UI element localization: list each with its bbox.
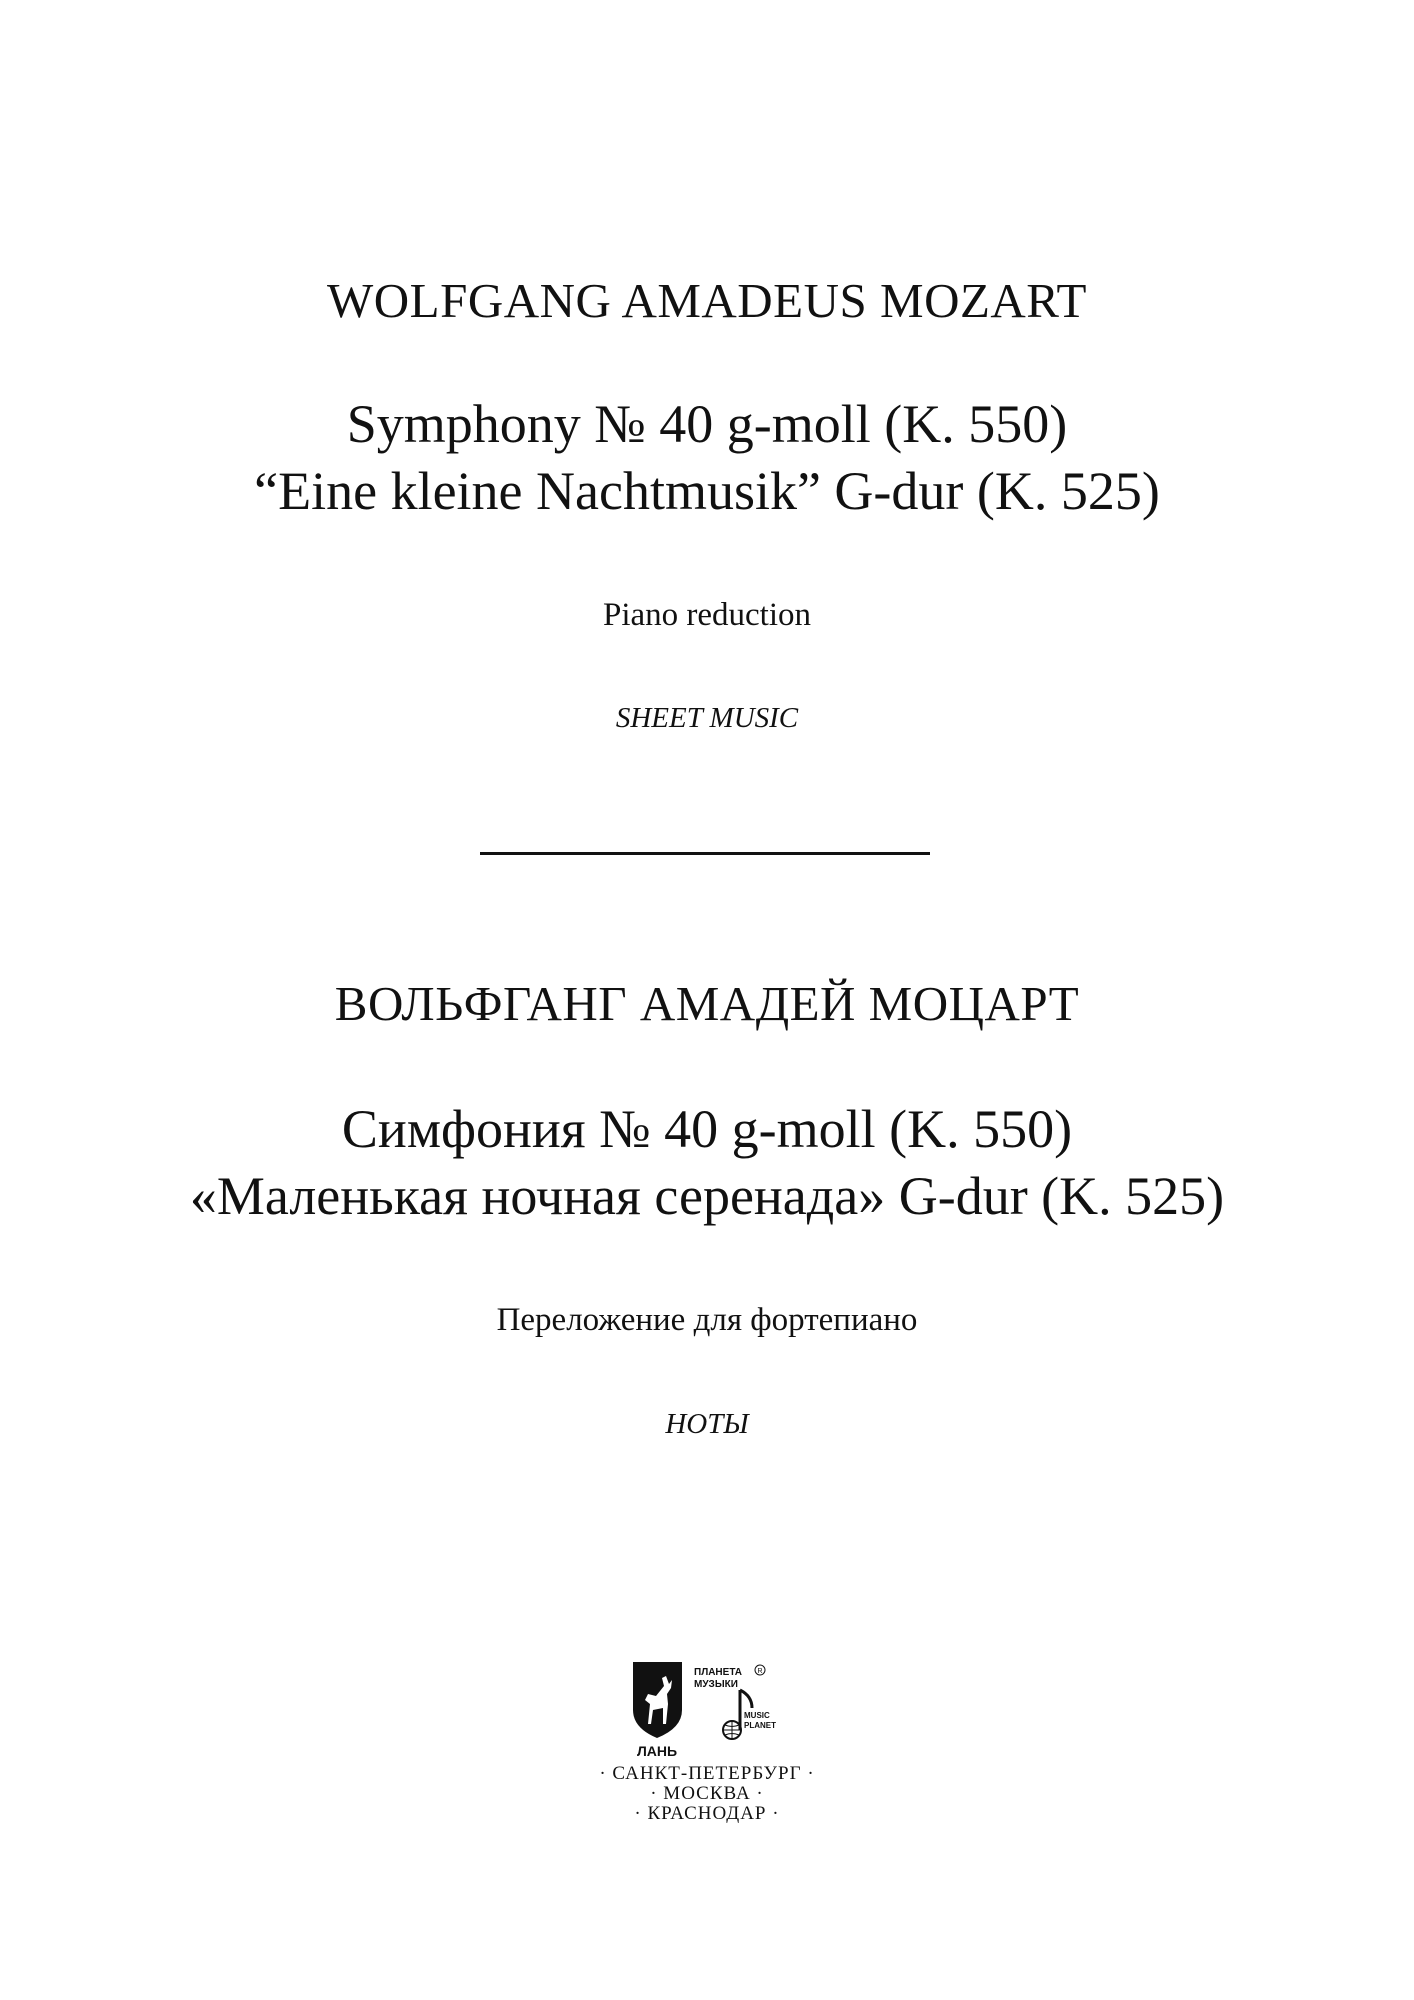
svg-text:МУЗЫКИ: МУЗЫКИ bbox=[694, 1679, 738, 1690]
russian-title-line1: Симфония № 40 g-moll (K. 550) bbox=[341, 1099, 1073, 1159]
lan-publisher-logo bbox=[630, 1660, 685, 1758]
svg-text:ПЛАНЕТА: ПЛАНЕТА bbox=[694, 1667, 743, 1678]
svg-text:R: R bbox=[757, 1668, 763, 1675]
english-composer: WOLFGANG AMADEUS MOZART bbox=[327, 273, 1087, 328]
russian-genre: НОТЫ bbox=[665, 1408, 749, 1440]
divider-rule bbox=[480, 852, 930, 855]
svg-text:ЛАНЬ: ЛАНЬ bbox=[636, 1743, 678, 1758]
russian-composer: ВОЛЬФГАНГ АМАДЕЙ МОЦАРТ bbox=[334, 976, 1080, 1031]
svg-text:MUSIC: MUSIC bbox=[744, 1711, 770, 1720]
music-planet-logo bbox=[680, 1660, 780, 1750]
publisher-city-3: · КРАСНОДАР · bbox=[634, 1803, 780, 1824]
publisher-city-1: · САНКТ-ПЕТЕРБУРГ · bbox=[599, 1763, 815, 1784]
russian-arrangement: Переложение для фортепиано bbox=[496, 1302, 918, 1338]
svg-text:PLANET: PLANET bbox=[744, 1721, 776, 1730]
publisher-logos bbox=[630, 1660, 780, 1760]
english-arrangement: Piano reduction bbox=[602, 597, 812, 633]
publisher-city-2: · МОСКВА · bbox=[650, 1783, 764, 1804]
russian-title-line2: «Маленькая ночная серенада» G-dur (K. 525) bbox=[189, 1166, 1225, 1226]
english-title-line1: Symphony № 40 g-moll (K. 550) bbox=[346, 394, 1068, 454]
english-genre: SHEET MUSIC bbox=[615, 702, 799, 734]
english-title-line2: “Eine kleine Nachtmusik” G-dur (K. 525) bbox=[254, 461, 1160, 521]
